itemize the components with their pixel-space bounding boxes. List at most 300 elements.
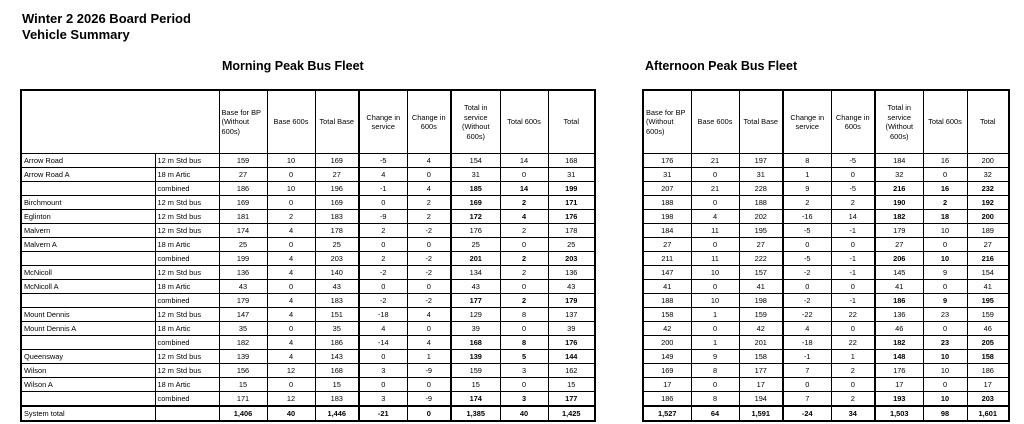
- garage-cell: Birchmount: [21, 196, 155, 210]
- value-cell: -1: [831, 252, 875, 266]
- value-cell: 17: [875, 378, 923, 392]
- value-cell: 147: [219, 308, 267, 322]
- value-cell: 139: [451, 350, 500, 364]
- system-total-row: [643, 406, 1009, 421]
- value-cell: 159: [739, 308, 783, 322]
- value-cell: 169: [451, 196, 500, 210]
- value-cell: -2: [783, 266, 831, 280]
- total-value-cell: 40: [267, 406, 315, 421]
- value-cell: 0: [267, 238, 315, 252]
- value-cell: 176: [643, 154, 691, 168]
- value-cell: 176: [548, 336, 595, 350]
- table-row: [21, 280, 595, 294]
- value-cell: 197: [739, 154, 783, 168]
- vehicle-type-cell: 18 m Artic: [155, 238, 219, 252]
- table-row: [643, 224, 1009, 238]
- value-cell: 4: [267, 252, 315, 266]
- table-row: [21, 392, 595, 407]
- value-cell: 1: [691, 336, 739, 350]
- value-cell: 18: [923, 210, 967, 224]
- vehicle-type-cell: 12 m Std bus: [155, 154, 219, 168]
- value-cell: 189: [967, 224, 1009, 238]
- morning-header-row: [21, 90, 595, 154]
- value-cell: 2: [500, 294, 548, 308]
- total-value-cell: 1,601: [967, 406, 1009, 421]
- value-cell: 174: [451, 392, 500, 407]
- value-cell: 42: [739, 322, 783, 336]
- table-row: [643, 322, 1009, 336]
- value-cell: 186: [875, 294, 923, 308]
- garage-cell: Arrow Road A: [21, 168, 155, 182]
- column-header: Total Base: [315, 90, 359, 154]
- garage-cell: Mount Dennis A: [21, 322, 155, 336]
- value-cell: 144: [548, 350, 595, 364]
- vehicle-type-cell: 12 m Std bus: [155, 210, 219, 224]
- value-cell: 157: [739, 266, 783, 280]
- value-cell: 186: [643, 392, 691, 407]
- morning-fleet-title: Morning Peak Bus Fleet: [222, 59, 364, 73]
- value-cell: 0: [359, 196, 407, 210]
- value-cell: 216: [875, 182, 923, 196]
- garage-cell: Queensway: [21, 350, 155, 364]
- value-cell: 199: [548, 182, 595, 196]
- table-row: [21, 294, 595, 308]
- value-cell: 35: [315, 322, 359, 336]
- value-cell: 188: [643, 294, 691, 308]
- value-cell: 1: [691, 308, 739, 322]
- value-cell: 136: [875, 308, 923, 322]
- value-cell: 0: [691, 378, 739, 392]
- table-row: [21, 168, 595, 182]
- vehicle-type-cell: combined: [155, 294, 219, 308]
- value-cell: 41: [967, 280, 1009, 294]
- value-cell: 25: [219, 238, 267, 252]
- value-cell: 171: [548, 196, 595, 210]
- value-cell: 43: [315, 280, 359, 294]
- table-row: [643, 364, 1009, 378]
- value-cell: 190: [875, 196, 923, 210]
- value-cell: 177: [548, 392, 595, 407]
- value-cell: 0: [267, 322, 315, 336]
- value-cell: 27: [875, 238, 923, 252]
- value-cell: 21: [691, 154, 739, 168]
- value-cell: 154: [451, 154, 500, 168]
- value-cell: 10: [923, 392, 967, 407]
- value-cell: 188: [739, 196, 783, 210]
- value-cell: 182: [875, 336, 923, 350]
- column-header: Total 600s: [500, 90, 548, 154]
- afternoon-fleet-title: Afternoon Peak Bus Fleet: [645, 59, 798, 73]
- value-cell: 15: [219, 378, 267, 392]
- column-header: Change in service: [783, 90, 831, 154]
- vehicle-type-cell: 12 m Std bus: [155, 350, 219, 364]
- value-cell: 200: [967, 210, 1009, 224]
- value-cell: 2: [500, 224, 548, 238]
- value-cell: -2: [407, 294, 451, 308]
- value-cell: 188: [643, 196, 691, 210]
- value-cell: 178: [315, 224, 359, 238]
- value-cell: 16: [923, 154, 967, 168]
- value-cell: 148: [875, 350, 923, 364]
- afternoon-fleet-table: [642, 89, 1010, 422]
- value-cell: 16: [923, 182, 967, 196]
- value-cell: -1: [359, 182, 407, 196]
- value-cell: 139: [219, 350, 267, 364]
- title-line-1: Winter 2 2026 Board Period: [22, 11, 191, 26]
- value-cell: 183: [315, 392, 359, 407]
- title-line-2: Vehicle Summary: [22, 27, 130, 42]
- column-header: Total 600s: [923, 90, 967, 154]
- value-cell: 159: [967, 308, 1009, 322]
- value-cell: -5: [359, 154, 407, 168]
- value-cell: 2: [359, 224, 407, 238]
- value-cell: 169: [219, 196, 267, 210]
- value-cell: -5: [783, 224, 831, 238]
- value-cell: 3: [359, 364, 407, 378]
- value-cell: 23: [923, 308, 967, 322]
- table-row: [643, 350, 1009, 364]
- value-cell: -5: [831, 154, 875, 168]
- garage-cell: Mount Dennis: [21, 308, 155, 322]
- value-cell: 203: [315, 252, 359, 266]
- column-header: Base for BP (Without 600s): [643, 90, 691, 154]
- value-cell: 169: [315, 196, 359, 210]
- value-cell: 32: [967, 168, 1009, 182]
- value-cell: 22: [831, 308, 875, 322]
- value-cell: 179: [219, 294, 267, 308]
- table-row: [643, 252, 1009, 266]
- column-header: Change in 600s: [831, 90, 875, 154]
- table-row: [643, 196, 1009, 210]
- value-cell: 9: [923, 266, 967, 280]
- total-value-cell: 1,503: [875, 406, 923, 421]
- value-cell: -2: [783, 294, 831, 308]
- value-cell: 2: [831, 364, 875, 378]
- value-cell: 198: [643, 210, 691, 224]
- total-value-cell: 1,425: [548, 406, 595, 421]
- value-cell: 159: [451, 364, 500, 378]
- table-row: [643, 280, 1009, 294]
- value-cell: 27: [643, 238, 691, 252]
- column-header: Base 600s: [691, 90, 739, 154]
- column-header: Total in service (Without 600s): [875, 90, 923, 154]
- value-cell: 207: [643, 182, 691, 196]
- table-row: [643, 336, 1009, 350]
- value-cell: 183: [315, 210, 359, 224]
- value-cell: 0: [923, 378, 967, 392]
- garage-cell: McNicoll A: [21, 280, 155, 294]
- value-cell: 186: [315, 336, 359, 350]
- value-cell: 0: [407, 168, 451, 182]
- value-cell: 4: [783, 322, 831, 336]
- table-row: [21, 336, 595, 350]
- value-cell: 4: [359, 168, 407, 182]
- value-cell: 4: [691, 210, 739, 224]
- value-cell: 27: [739, 238, 783, 252]
- value-cell: 25: [451, 238, 500, 252]
- value-cell: 10: [267, 154, 315, 168]
- value-cell: 156: [219, 364, 267, 378]
- value-cell: 4: [407, 308, 451, 322]
- value-cell: 178: [548, 224, 595, 238]
- value-cell: 182: [875, 210, 923, 224]
- table-row: [643, 294, 1009, 308]
- garage-cell: McNicoll: [21, 266, 155, 280]
- value-cell: 1: [407, 350, 451, 364]
- value-cell: 195: [739, 224, 783, 238]
- value-cell: 0: [831, 378, 875, 392]
- value-cell: 14: [500, 154, 548, 168]
- value-cell: 186: [219, 182, 267, 196]
- value-cell: 10: [691, 266, 739, 280]
- value-cell: 8: [500, 308, 548, 322]
- value-cell: 2: [500, 266, 548, 280]
- value-cell: 35: [219, 322, 267, 336]
- value-cell: 185: [451, 182, 500, 196]
- value-cell: 43: [451, 280, 500, 294]
- value-cell: 147: [643, 266, 691, 280]
- value-cell: 9: [691, 350, 739, 364]
- value-cell: 17: [643, 378, 691, 392]
- vehicle-type-cell: combined: [155, 182, 219, 196]
- total-value-cell: 34: [831, 406, 875, 421]
- value-cell: 176: [548, 210, 595, 224]
- value-cell: 2: [923, 196, 967, 210]
- total-value-cell: 64: [691, 406, 739, 421]
- value-cell: 172: [451, 210, 500, 224]
- value-cell: 169: [643, 364, 691, 378]
- value-cell: 0: [359, 350, 407, 364]
- value-cell: 12: [267, 364, 315, 378]
- value-cell: -9: [407, 364, 451, 378]
- value-cell: 186: [967, 364, 1009, 378]
- value-cell: 0: [691, 196, 739, 210]
- vehicle-type-cell: combined: [155, 392, 219, 407]
- value-cell: 2: [831, 392, 875, 407]
- value-cell: 32: [875, 168, 923, 182]
- value-cell: 0: [407, 280, 451, 294]
- value-cell: 1: [831, 350, 875, 364]
- value-cell: 0: [831, 322, 875, 336]
- value-cell: 202: [739, 210, 783, 224]
- value-cell: 31: [548, 168, 595, 182]
- value-cell: 0: [267, 196, 315, 210]
- value-cell: 140: [315, 266, 359, 280]
- value-cell: 134: [451, 266, 500, 280]
- value-cell: 4: [267, 266, 315, 280]
- value-cell: 10: [691, 294, 739, 308]
- value-cell: 200: [643, 336, 691, 350]
- table-row: [643, 392, 1009, 407]
- value-cell: 232: [967, 182, 1009, 196]
- value-cell: 168: [315, 364, 359, 378]
- value-cell: 0: [831, 238, 875, 252]
- value-cell: 199: [219, 252, 267, 266]
- value-cell: 168: [548, 154, 595, 168]
- table-row: [643, 182, 1009, 196]
- table-row: [21, 238, 595, 252]
- value-cell: 211: [643, 252, 691, 266]
- value-cell: -18: [783, 336, 831, 350]
- afternoon-header-row: [643, 90, 1009, 154]
- value-cell: 158: [643, 308, 691, 322]
- value-cell: 10: [267, 182, 315, 196]
- value-cell: 177: [451, 294, 500, 308]
- value-cell: 31: [643, 168, 691, 182]
- vehicle-type-cell: 12 m Std bus: [155, 364, 219, 378]
- value-cell: 154: [967, 266, 1009, 280]
- system-total-row: [21, 406, 595, 421]
- table-row: [643, 168, 1009, 182]
- value-cell: 0: [923, 238, 967, 252]
- value-cell: 0: [691, 238, 739, 252]
- value-cell: 205: [967, 336, 1009, 350]
- column-header: Total: [967, 90, 1009, 154]
- value-cell: 184: [875, 154, 923, 168]
- morning-fleet-table: [20, 89, 596, 422]
- value-cell: 31: [451, 168, 500, 182]
- value-cell: 4: [407, 182, 451, 196]
- table-row: [21, 210, 595, 224]
- value-cell: 196: [315, 182, 359, 196]
- vehicle-type-cell: combined: [155, 252, 219, 266]
- value-cell: 2: [359, 252, 407, 266]
- vehicle-type-cell: 18 m Artic: [155, 322, 219, 336]
- column-header: Base 600s: [267, 90, 315, 154]
- system-total-label: System total: [21, 406, 155, 421]
- vehicle-type-cell: 12 m Std bus: [155, 266, 219, 280]
- value-cell: 4: [267, 308, 315, 322]
- garage-cell: Malvern: [21, 224, 155, 238]
- garage-cell: Arrow Road: [21, 154, 155, 168]
- value-cell: 183: [315, 294, 359, 308]
- value-cell: 4: [267, 294, 315, 308]
- value-cell: 162: [548, 364, 595, 378]
- column-header: Total: [548, 90, 595, 154]
- value-cell: 4: [359, 322, 407, 336]
- value-cell: 143: [315, 350, 359, 364]
- value-cell: 12: [267, 392, 315, 407]
- value-cell: 201: [451, 252, 500, 266]
- table-row: [21, 154, 595, 168]
- value-cell: 206: [875, 252, 923, 266]
- value-cell: 136: [219, 266, 267, 280]
- vehicle-type-cell: 12 m Std bus: [155, 308, 219, 322]
- value-cell: 0: [359, 238, 407, 252]
- value-cell: 0: [500, 322, 548, 336]
- value-cell: 43: [219, 280, 267, 294]
- value-cell: 129: [451, 308, 500, 322]
- value-cell: 41: [739, 280, 783, 294]
- value-cell: 15: [548, 378, 595, 392]
- value-cell: -16: [783, 210, 831, 224]
- column-header: Total Base: [739, 90, 783, 154]
- value-cell: 0: [359, 378, 407, 392]
- value-cell: 192: [967, 196, 1009, 210]
- value-cell: 203: [548, 252, 595, 266]
- value-cell: -5: [783, 252, 831, 266]
- value-cell: 5: [500, 350, 548, 364]
- value-cell: 0: [923, 280, 967, 294]
- value-cell: 0: [923, 168, 967, 182]
- value-cell: -2: [407, 252, 451, 266]
- total-value-cell: 40: [500, 406, 548, 421]
- table-row: [21, 266, 595, 280]
- value-cell: 2: [407, 210, 451, 224]
- value-cell: 8: [691, 392, 739, 407]
- value-cell: 0: [831, 168, 875, 182]
- value-cell: -2: [359, 294, 407, 308]
- value-cell: 179: [548, 294, 595, 308]
- value-cell: 31: [739, 168, 783, 182]
- value-cell: -9: [359, 210, 407, 224]
- value-cell: 2: [783, 196, 831, 210]
- value-cell: 9: [783, 182, 831, 196]
- value-cell: 8: [783, 154, 831, 168]
- value-cell: 0: [359, 280, 407, 294]
- garage-cell: [21, 392, 155, 407]
- value-cell: 8: [500, 336, 548, 350]
- value-cell: 203: [967, 392, 1009, 407]
- value-cell: 2: [267, 210, 315, 224]
- garage-cell: [21, 294, 155, 308]
- value-cell: 0: [267, 168, 315, 182]
- value-cell: 194: [739, 392, 783, 407]
- garage-cell: Wilson: [21, 364, 155, 378]
- value-cell: 0: [500, 280, 548, 294]
- value-cell: 27: [967, 238, 1009, 252]
- value-cell: 21: [691, 182, 739, 196]
- value-cell: 0: [407, 238, 451, 252]
- value-cell: 25: [315, 238, 359, 252]
- garage-cell: Wilson A: [21, 378, 155, 392]
- value-cell: 27: [219, 168, 267, 182]
- value-cell: 39: [451, 322, 500, 336]
- value-cell: 184: [643, 224, 691, 238]
- value-cell: 136: [548, 266, 595, 280]
- vehicle-type-cell: 18 m Artic: [155, 378, 219, 392]
- value-cell: 15: [315, 378, 359, 392]
- value-cell: -2: [407, 224, 451, 238]
- value-cell: 193: [875, 392, 923, 407]
- value-cell: 158: [967, 350, 1009, 364]
- value-cell: 4: [267, 224, 315, 238]
- value-cell: 171: [219, 392, 267, 407]
- column-header: Base for BP (Without 600s): [219, 90, 267, 154]
- value-cell: 39: [548, 322, 595, 336]
- value-cell: 25: [548, 238, 595, 252]
- header-blank-cell: [21, 90, 155, 154]
- value-cell: -14: [359, 336, 407, 350]
- total-value-cell: 0: [407, 406, 451, 421]
- value-cell: 195: [967, 294, 1009, 308]
- column-header: Total in service (Without 600s): [451, 90, 500, 154]
- value-cell: 9: [923, 294, 967, 308]
- value-cell: 0: [500, 378, 548, 392]
- value-cell: 181: [219, 210, 267, 224]
- value-cell: 201: [739, 336, 783, 350]
- value-cell: 177: [739, 364, 783, 378]
- column-header: Change in 600s: [407, 90, 451, 154]
- value-cell: -1: [831, 294, 875, 308]
- value-cell: 4: [267, 350, 315, 364]
- value-cell: 46: [875, 322, 923, 336]
- value-cell: -2: [359, 266, 407, 280]
- value-cell: 0: [407, 378, 451, 392]
- value-cell: 10: [923, 252, 967, 266]
- vehicle-type-cell: 12 m Std bus: [155, 224, 219, 238]
- document-title: [22, 11, 191, 43]
